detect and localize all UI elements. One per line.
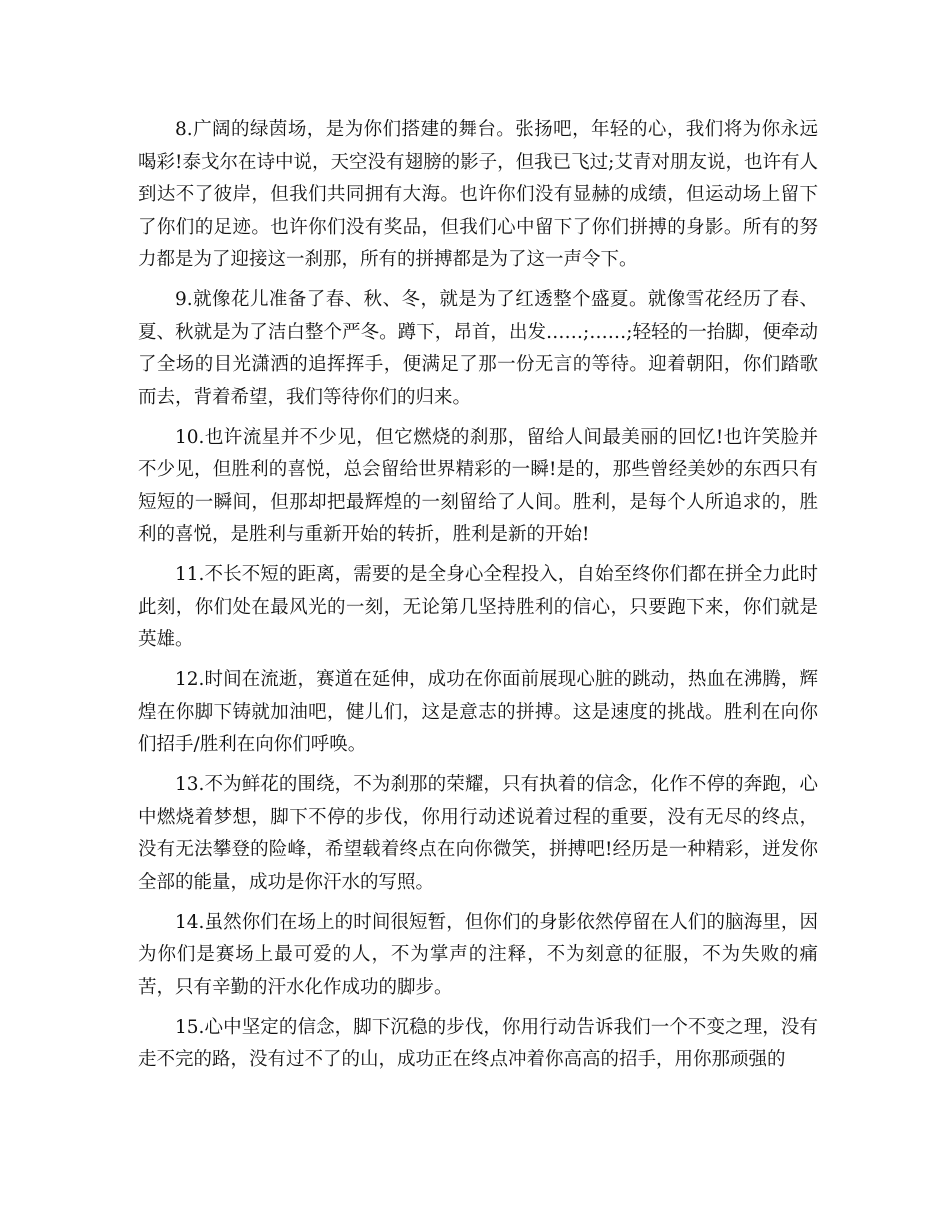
paragraph-11: 11.不长不短的距离，需要的是全身心全程投入，自始至终你们都在拼全力此时此刻，你们处在最风光的一刻，无论第几坚持胜利的信心，只要跑下来，你们就是英雄。 — [138, 564, 818, 650]
paragraph-9: 9.就像花儿准备了春、秋、冬，就是为了红透整个盛夏。就像雪花经历了春、夏、秋就是为了洁白整个严冬。蹲下，昂首，出发……;……;轻轻的一抬脚，便牵动了全场的目光潇洒的追挥挥手，便满足了那一份无言的等待。迎着朝阳，你们踏歌而去，背着希望，我们等待你们的归来。 — [138, 289, 818, 408]
paragraph-8: 8.广阔的绿茵场，是为你们搭建的舞台。张扬吧，年轻的心，我们将为你永远喝彩!泰戈尔在诗中说，天空没有翅膀的影子，但我已飞过;艾青对朋友说，也许有人到达不了彼岸，但我们共同拥有大海。也许你们没有显赫的成绩，但运动场上留下了你们的足迹。也许你们没有奖品，但我们心中留下了你们拼搏的身影。所有的努力都是为了迎接这一刹那，所有的拼搏都是为了这一声令下。 — [138, 119, 818, 270]
document-body — [138, 114, 818, 1084]
paragraph-12: 12.时间在流逝，赛道在延伸，成功在你面前展现心脏的跳动，热血在沸腾，辉煌在你脚下铸就加油吧，健儿们，这是意志的拼搏。这是速度的挑战。胜利在向你们招手/胜利在向你们呼唤。 — [138, 669, 818, 755]
paragraph-13: 13.不为鲜花的围绕，不为刹那的荣耀，只有执着的信念，化作不停的奔跑，心中燃烧着梦想，脚下不停的步伐，你用行动述说着过程的重要，没有无尽的终点，没有无法攀登的险峰，希望载着终点在向你微笑，拼搏吧!经历是一种精彩，迸发你全部的能量，成功是你汗水的写照。 — [138, 774, 818, 893]
paragraph-14: 14.虽然你们在场上的时间很短暂，但你们的身影依然停留在人们的脑海里，因为你们是赛场上最可爱的人，不为掌声的注释，不为刻意的征服，不为失败的痛苦，只有辛勤的汗水化作成功的脚步。 — [138, 911, 818, 998]
paragraph-15: 15.心中坚定的信念，脚下沉稳的步伐，你用行动告诉我们一个不变之理，没有走不完的路，没有过不了的山，成功正在终点冲着你高高的招手，用你那顽强的 — [138, 1016, 818, 1070]
paragraph-10: 10.也许流星并不少见，但它燃烧的刹那，留给人间最美丽的回忆!也许笑脸并不少见，但胜利的喜悦，总会留给世界精彩的一瞬!是的，那些曾经美妙的东西只有短短的一瞬间，但那却把最辉煌的一刻留给了人间。胜利，是每个人所追求的，胜利的喜悦，是胜利与重新开始的转折，胜利是新的开始! — [138, 426, 818, 545]
